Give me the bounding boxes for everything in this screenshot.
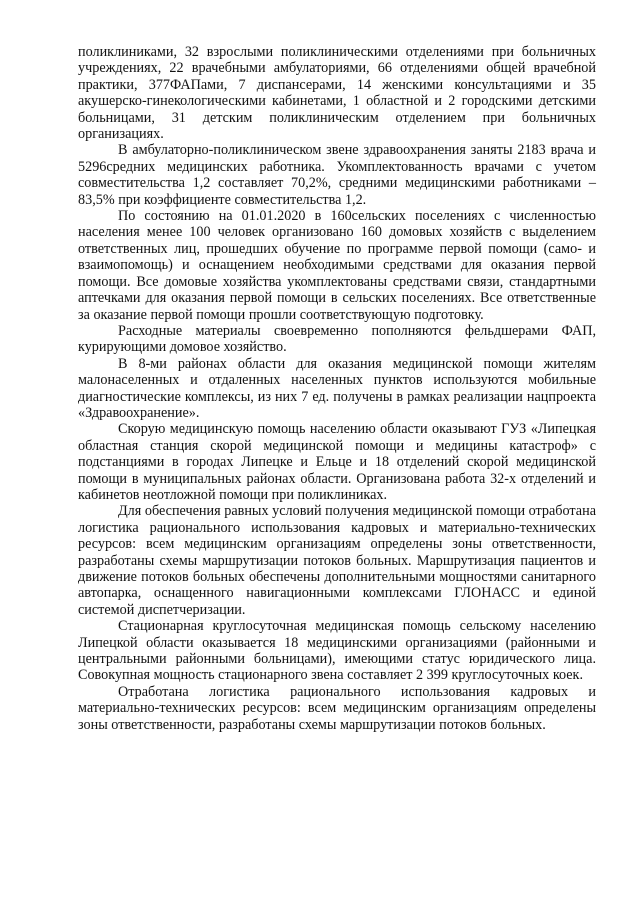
paragraph-5: В 8-ми районах области для оказания медицинской помощи жителям малонаселенных и отдаленных населенных пунктов используются мобильные диагностические комплексы, из них 7 ед. получены в рамках реализации нацпроекта «Здравоохранение». <box>78 355 596 421</box>
paragraph-6: Скорую медицинскую помощь населению области оказывают ГУЗ «Липецкая областная станция скорой медицинской помощи и медицины катастроф» с подстанциями в городах Липецке и Ельце и 18 отделений скорой медицинской помощи в муниципальных районах области. Организована работа 32-х отделений и кабинетов неотложной помощи при поликлиниках. <box>78 421 596 503</box>
document-page <box>78 44 596 733</box>
paragraph-9: Отработана логистика рационального использования кадровых и материально-технических ресурсов: всем медицинским организациям определены зоны ответственности, разработаны схемы маршрутизации потоков больных. <box>78 683 596 733</box>
paragraph-8: Стационарная круглосуточная медицинская помощь сельскому населению Липецкой области оказывается 18 медицинскими организациями (районными и центральными районными больницами), имеющими статус юридического лица. Совокупная мощность стационарного звена составляет 2 399 круглосуточных коек. <box>78 618 596 684</box>
paragraph-4: Расходные материалы своевременно пополняются фельдшерами ФАП, курирующими домовое хозяйство. <box>78 322 596 356</box>
paragraph-1: поликлиниками, 32 взрослыми поликлиническими отделениями при больничных учреждениях, 22 врачебными амбулаториями, 66 отделениями общей врачебной практики, 377ФАПами, 7 диспансерами, 14 женскими консультациями и 35 акушерско-гинекологическими кабинетами, 1 областной и 2 городскими детскими больницами, 31 детским поликлиническим отделением при больничных организациях. <box>78 44 596 143</box>
paragraph-3: По состоянию на 01.01.2020 в 160сельских поселениях с численностью населения менее 100 человек организовано 160 домовых хозяйств с выделением ответственных лиц, прошедших обучение по программе первой помощи (само- и взаимопомощь) и оснащением необходимыми средствами для оказания первой помощи. Все домовые хозяйства укомплектованы средствами связи, стандартными аптечками для оказания первой помощи в сельских поселениях. Все ответственные за оказание первой помощи прошли соответствующую подготовку. <box>78 208 596 323</box>
paragraph-2: В амбулаторно-поликлиническом звене здравоохранения заняты 2183 врача и 5296средних медицинских работника. Укомплектованность врачами с учетом совместительства 1,2 составляет 70,2%, средними медицинскими работниками – 83,5% при коэффициенте совместительства 1,2. <box>78 142 596 208</box>
paragraph-7: Для обеспечения равных условий получения медицинской помощи отработана логистика рационального использования кадровых и материально-технических ресурсов: всем медицинским организациям определены зоны ответственности, разработаны схемы маршрутизации потоков больных. Маршрутизация пациентов и движение потоков больных обеспечены дополнительными мощностями санитарного автопарка, оснащенного навигационными комплексами ГЛОНАСС и единой системой диспетчеризации. <box>78 503 596 618</box>
